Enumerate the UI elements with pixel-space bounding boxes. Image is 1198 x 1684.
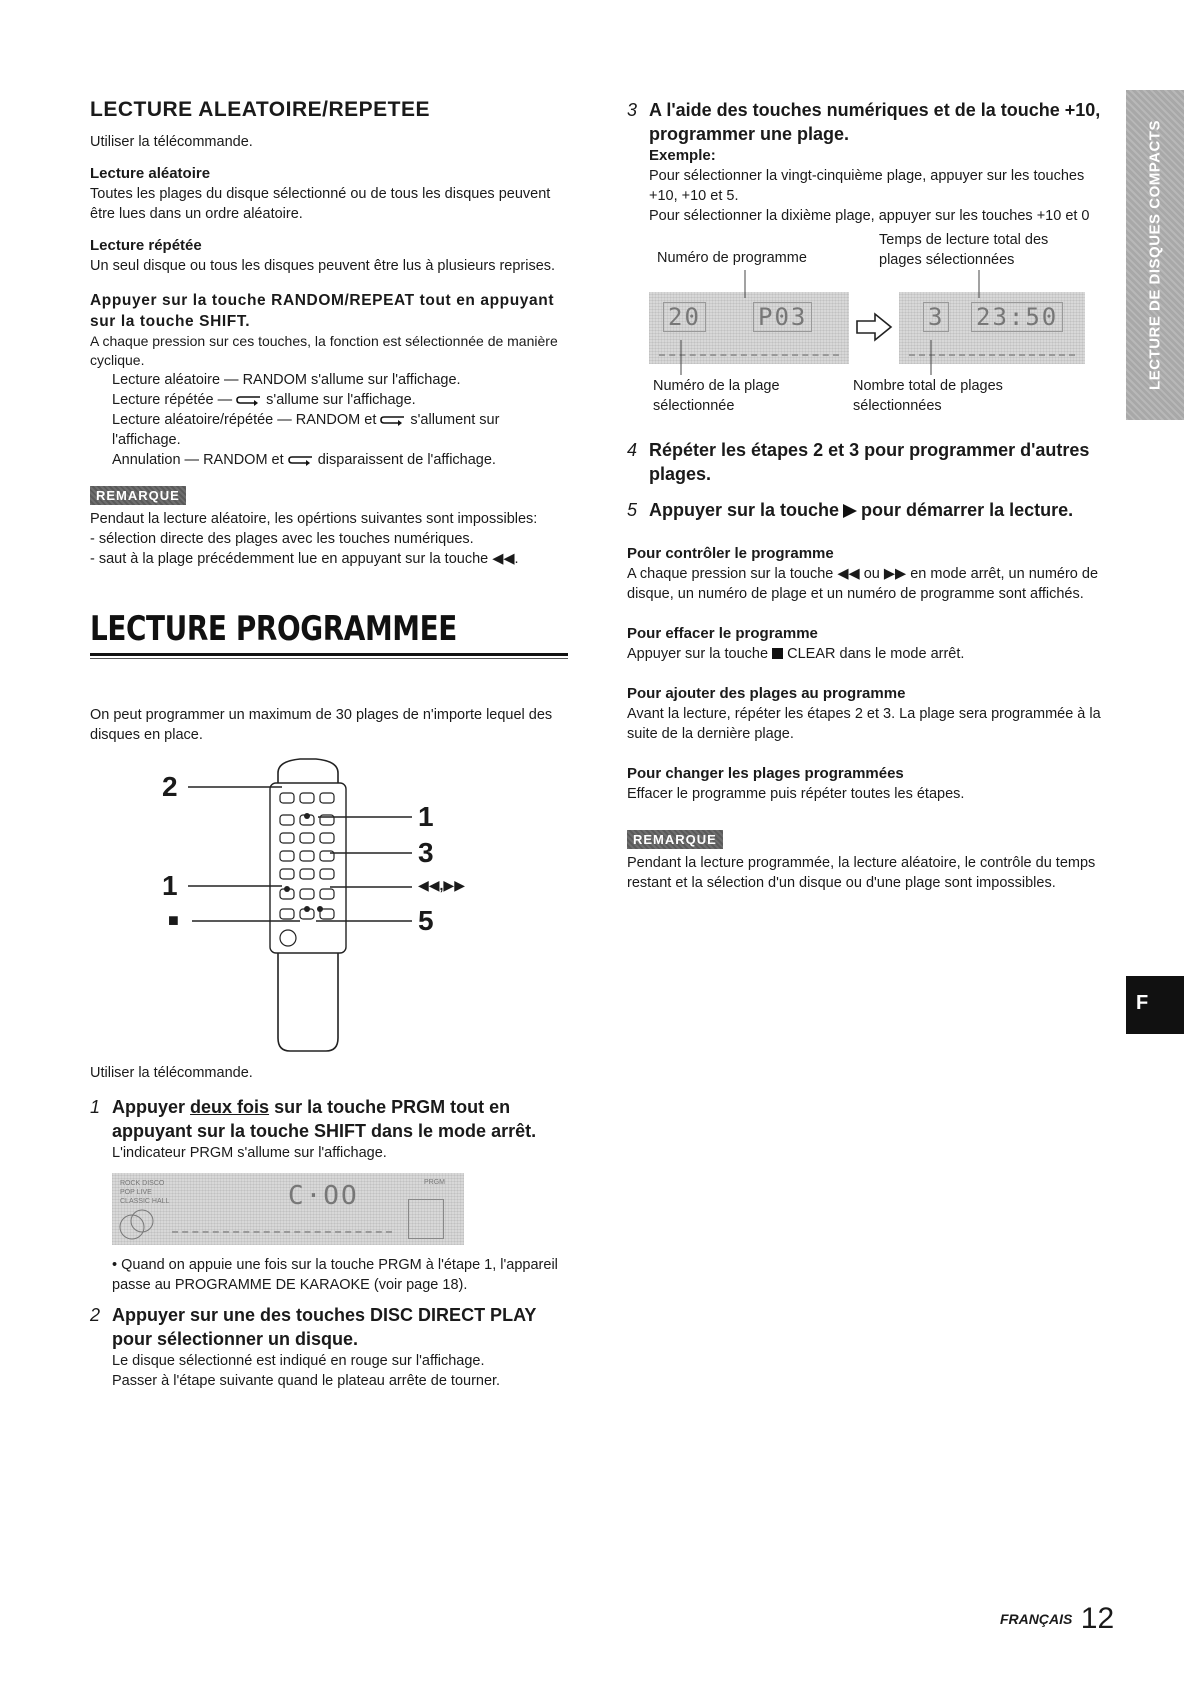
cycle-item-3: Lecture aléatoire/répétée — RANDOM et s'allument sur l'affichage. [112,412,500,448]
lcd-prgm-indicator: PRGM [424,1179,445,1186]
language-tab-label: F [1136,992,1149,1014]
step-number: 4 [627,440,638,460]
cycle-text: A chaque pression sur ces touches, la fonction est sélectionnée de manière cyclique. [90,333,558,368]
intro-text: Utiliser la télécommande. [90,134,253,150]
lcd-track-row [172,1231,392,1233]
step-2 [90,1303,572,1391]
note-item-2: - saut à la plage précédemment lue en appuyant sur la touche ◀◀. [90,551,519,567]
left-column [90,98,572,1391]
play-icon [843,504,857,518]
repeat-loop-icon [380,414,406,426]
callout-right-1: 1 [418,801,434,832]
add-tracks-title: Pour ajouter des plages au programme [627,685,906,702]
section-title-program: LECTURE PROGRAMMEE [90,609,457,649]
lcd-mode-labels: ROCK DISCO POP LIVE CLASSIC HALL [120,1180,170,1205]
step-4-heading: Répéter les étapes 2 et 3 pour programmer d'autres plages. [649,440,1090,484]
step-1-text: L'indicateur PRGM s'allume sur l'affichage. [112,1145,387,1161]
example-label: Exemple: [649,147,716,164]
cycle-item-4: Annulation — RANDOM et disparaissent de l'affichage. [112,452,496,468]
change-tracks-text: Effacer le programme puis répéter toutes les étapes. [627,786,965,802]
step-1-bullet: • Quand on appuie une fois sur la touche PRGM à l'étape 1, l'appareil passe au PROGRAMME DE KARAOKE (voir page 18). [112,1257,558,1293]
program-display-diagram [627,230,1087,420]
program-use-remote: Utiliser la télécommande. [90,1065,253,1081]
step-5-heading: Appuyer sur la touche pour démarrer la lecture. [649,500,1074,520]
note-badge-right: REMARQUE [627,830,723,849]
label-total-time: Temps de lecture total des plages sélectionnées [879,232,1049,268]
cycle-item-2: Lecture répétée — s'allume sur l'affichage. [112,392,416,408]
step-number: 2 [90,1305,101,1325]
program-intro: On peut programmer un maximum de 30 plages de n'importe lequel des disques en place. [90,707,553,743]
step-1 [90,1095,572,1295]
label-program-number: Numéro de programme [657,250,807,266]
step-3 [627,98,1107,226]
note-item-1: - sélection directe des plages avec les touches numériques. [90,531,474,547]
section-title-random-repeat: LECTURE ALEATOIRE/REPETEE [90,98,430,121]
callout-right-skip: ◀◀,▶▶ [418,877,465,893]
lcd-track-digits: 20 [663,302,706,332]
cycle-item-1: Lecture aléatoire — RANDOM s'allume sur l'affichage. [112,372,461,388]
step-3-heading: A l'aide des touches numériques et de la touche +10, programmer une plage. [649,100,1101,144]
lcd-digits: C·OO [288,1181,359,1211]
change-tracks-title: Pour changer les plages programmées [627,765,904,782]
note-text: Pendaut la lecture aléatoire, les opértions suivantes sont impossibles: [90,511,538,527]
lcd-program-digits: P03 [753,302,812,332]
step-number: 1 [90,1097,101,1117]
random-repeat-instruction: Appuyer sur la touche RANDOM/REPEAT tout en appuyant sur la touche SHIFT. [90,292,555,330]
step-number: 5 [627,500,638,520]
callout-right-5: 5 [418,905,434,936]
repeat-text: Un seul disque ou tous les disques peuvent être lus à plusieurs reprises. [90,258,556,274]
remote-diagram [90,753,572,1063]
callout-left-2: 2 [162,771,178,802]
random-text: Toutes les plages du disque sélectionné ou de tous les disques peuvent être lues dans un ordre aléatoire. [90,186,551,222]
title-rule [90,653,568,656]
clear-program-text: Appuyer sur la touche CLEAR dans le mode arrêt. [627,646,965,662]
step-4 [627,438,1107,486]
stop-icon [772,648,783,659]
title-rule-thin [90,658,568,659]
step-number: 3 [627,100,638,120]
label-total-tracks: Nombre total de plages sélectionnées [853,378,1003,414]
clear-program-title: Pour effacer le programme [627,625,818,642]
lcd-disc-box [408,1199,444,1239]
random-title: Lecture aléatoire [90,165,211,182]
lcd-count-digits: 3 [923,302,949,332]
lcd-time-digits: 23:50 [971,302,1063,332]
callout-left-stop: ■ [168,910,179,930]
note-badge: REMARQUE [90,486,186,505]
right-column [627,98,1107,893]
add-tracks-text: Avant la lecture, répéter les étapes 2 et 3. La plage sera programmée à la suite de la dernière plage. [627,706,1101,742]
step-2-heading: Appuyer sur une des touches DISC DIRECT PLAY pour sélectionner un disque. [112,1305,537,1349]
example-text-1: Pour sélectionner la vingt-cinquième plage, appuyer sur les touches +10, +10 et 5. [649,168,1085,204]
step-1-heading: Appuyer deux fois sur la touche PRGM tout en appuyant sur la touche SHIFT dans le mode arrêt. [112,1097,537,1141]
example-text-2: Pour sélectionner la dixième plage, appuyer sur les touches +10 et 0 [649,208,1090,224]
page-footer [1000,1602,1114,1636]
callout-right-3: 3 [418,837,434,868]
page-number: 12 [1080,1602,1115,1635]
lcd-display-prgm [112,1173,464,1245]
disc-icon [118,1207,158,1241]
check-program-text: A chaque pression sur la touche ◀◀ ou ▶▶ en mode arrêt, un numéro de disque, un numéro de plage et un numéro de programme sont affichés. [627,566,1099,602]
language-tab [1126,976,1184,1034]
repeat-title: Lecture répétée [90,237,202,254]
step-2-text-1: Le disque sélectionné est indiqué en rouge sur l'affichage. [112,1353,485,1369]
sidebar-label: LECTURE DE DISQUES COMPACTS [1146,120,1164,390]
step-5 [627,498,1107,522]
label-selected-track: Numéro de la plage sélectionnée [653,378,780,414]
callout-left-1: 1 [162,870,178,901]
repeat-loop-icon [236,394,262,406]
note-text-right: Pendant la lecture programmée, la lecture aléatoire, le contrôle du temps restant et la sélection d'un disque ou d'une plage sont impossibles. [627,855,1096,891]
footer-language: FRANÇAIS [1000,1611,1073,1627]
repeat-loop-icon [288,454,314,466]
check-program-title: Pour contrôler le programme [627,545,834,562]
step-2-text-2: Passer à l'étape suivante quand le plateau arrête de tourner. [112,1373,501,1389]
section-sidebar-tab [1126,90,1184,420]
